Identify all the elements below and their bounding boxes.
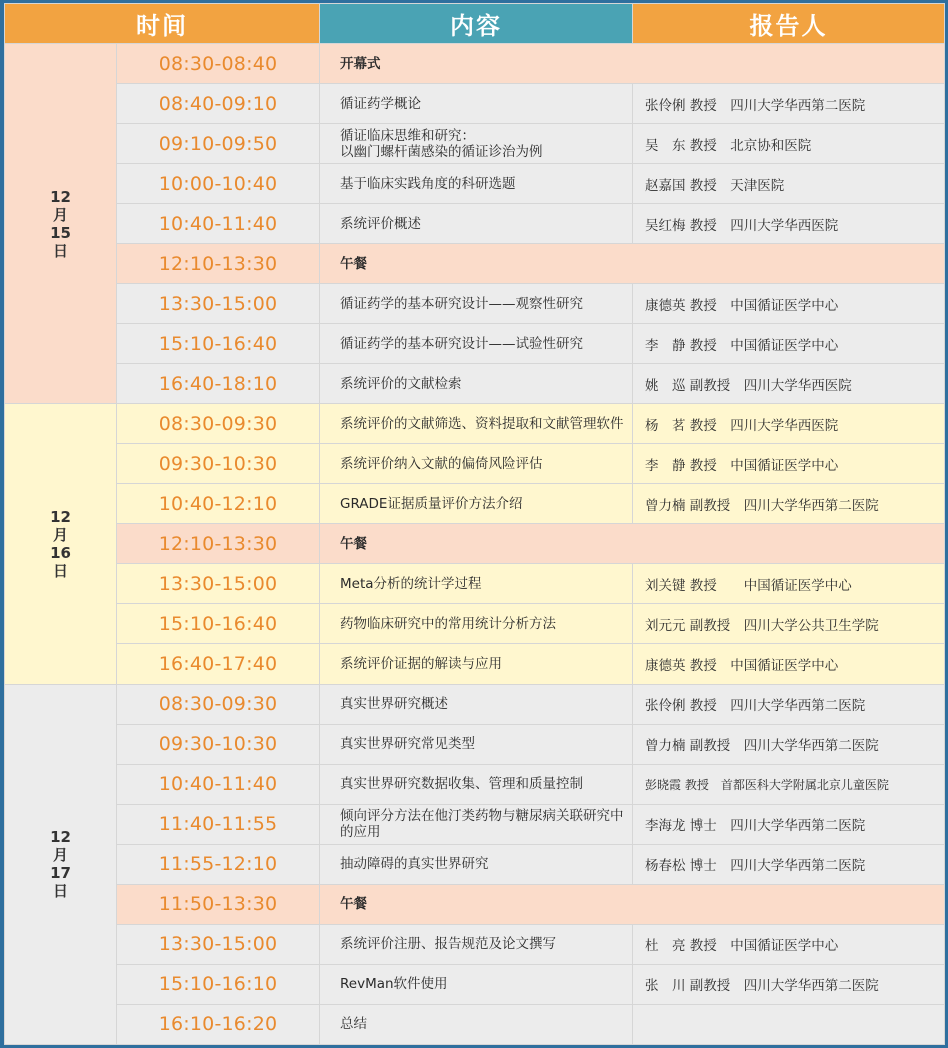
session-topic: 药物临床研究中的常用统计分析方法	[320, 604, 633, 644]
session-time: 16:40-18:10	[117, 364, 320, 404]
session-speaker: 杨 茗 教授 四川大学华西医院	[633, 404, 945, 444]
header-time: 时间	[5, 4, 320, 44]
session-topic: 真实世界研究数据收集、管理和质量控制	[320, 764, 633, 804]
session-speaker: 康德英 教授 中国循证医学中心	[633, 284, 945, 324]
session-time: 13:30-15:00	[117, 924, 320, 964]
session-time: 08:30-08:40	[117, 44, 320, 84]
session-time: 16:40-17:40	[117, 644, 320, 684]
session-speaker: 吴 东 教授 北京协和医院	[633, 124, 945, 164]
session-time: 11:40-11:55	[117, 804, 320, 844]
session-row	[5, 284, 945, 324]
session-row	[5, 924, 945, 964]
session-topic: 循证药学的基本研究设计——观察性研究	[320, 284, 633, 324]
session-speaker: 李海龙 博士 四川大学华西第二医院	[633, 804, 945, 844]
session-topic: Meta分析的统计学过程	[320, 564, 633, 604]
session-topic: 系统评价概述	[320, 204, 633, 244]
session-speaker: 彭晓霞 教授 首都医科大学附属北京儿童医院	[633, 764, 945, 804]
session-time: 09:30-10:30	[117, 444, 320, 484]
session-speaker: 姚 巡 副教授 四川大学华西医院	[633, 364, 945, 404]
session-speaker: 张 川 副教授 四川大学华西第二医院	[633, 964, 945, 1004]
session-speaker: 吴红梅 教授 四川大学华西医院	[633, 204, 945, 244]
session-time: 10:40-12:10	[117, 484, 320, 524]
session-time: 08:40-09:10	[117, 84, 320, 124]
session-speaker: 曾力楠 副教授 四川大学华西第二医院	[633, 724, 945, 764]
session-topic: RevMan软件使用	[320, 964, 633, 1004]
session-speaker: 李 静 教授 中国循证医学中心	[633, 444, 945, 484]
session-topic: 系统评价注册、报告规范及论文撰写	[320, 924, 633, 964]
session-row	[5, 564, 945, 604]
session-row	[5, 324, 945, 364]
session-topic: 系统评价证据的解读与应用	[320, 644, 633, 684]
session-row	[5, 484, 945, 524]
session-row	[5, 404, 945, 444]
session-speaker: 刘元元 副教授 四川大学公共卫生学院	[633, 604, 945, 644]
session-row	[5, 764, 945, 804]
session-topic: 系统评价的文献检索	[320, 364, 633, 404]
session-row	[5, 124, 945, 164]
session-speaker: 李 静 教授 中国循证医学中心	[633, 324, 945, 364]
break-row	[5, 524, 945, 564]
session-time: 12:10-13:30	[117, 524, 320, 564]
session-row	[5, 644, 945, 684]
header-row	[5, 4, 945, 44]
session-row	[5, 804, 945, 844]
session-speaker: 赵嘉国 教授 天津医院	[633, 164, 945, 204]
break-label: 午餐	[320, 524, 945, 564]
session-time: 08:30-09:30	[117, 404, 320, 444]
session-topic: 基于临床实践角度的科研选题	[320, 164, 633, 204]
session-speaker: 张伶俐 教授 四川大学华西第二医院	[633, 84, 945, 124]
session-topic: 循证药学概论	[320, 84, 633, 124]
session-time: 16:10-16:20	[117, 1004, 320, 1044]
session-topic: 真实世界研究常见类型	[320, 724, 633, 764]
schedule-table	[4, 3, 945, 1045]
session-speaker: 曾力楠 副教授 四川大学华西第二医院	[633, 484, 945, 524]
session-speaker: 张伶俐 教授 四川大学华西第二医院	[633, 684, 945, 724]
break-row	[5, 44, 945, 84]
break-label: 午餐	[320, 244, 945, 284]
session-row	[5, 1004, 945, 1044]
session-topic: 循证药学的基本研究设计——试验性研究	[320, 324, 633, 364]
session-speaker: 杨春松 博士 四川大学华西第二医院	[633, 844, 945, 884]
session-time: 13:30-15:00	[117, 564, 320, 604]
session-topic: 抽动障碍的真实世界研究	[320, 844, 633, 884]
session-topic: GRADE证据质量评价方法介绍	[320, 484, 633, 524]
session-time: 11:55-12:10	[117, 844, 320, 884]
session-row	[5, 84, 945, 124]
session-time: 10:00-10:40	[117, 164, 320, 204]
session-topic: 倾向评分方法在他汀类药物与糖尿病关联研究中的应用	[320, 804, 633, 844]
session-topic: 总结	[320, 1004, 633, 1044]
session-time: 12:10-13:30	[117, 244, 320, 284]
session-speaker: 杜 亮 教授 中国循证医学中心	[633, 924, 945, 964]
break-label: 午餐	[320, 884, 945, 924]
session-time: 11:50-13:30	[117, 884, 320, 924]
day-date-cell: 12 月 16 日	[5, 404, 117, 684]
session-speaker: 刘关键 教授 中国循证医学中心	[633, 564, 945, 604]
session-topic: 系统评价的文献筛选、资料提取和文献管理软件	[320, 404, 633, 444]
session-time: 10:40-11:40	[117, 204, 320, 244]
session-row	[5, 964, 945, 1004]
session-time: 15:10-16:40	[117, 604, 320, 644]
header-speaker: 报告人	[633, 4, 945, 44]
session-row	[5, 204, 945, 244]
session-time: 15:10-16:40	[117, 324, 320, 364]
session-row	[5, 844, 945, 884]
session-time: 09:30-10:30	[117, 724, 320, 764]
day-date-cell: 12 月 15 日	[5, 44, 117, 404]
session-row	[5, 164, 945, 204]
session-speaker	[633, 1004, 945, 1044]
header-content: 内容	[320, 4, 633, 44]
session-time: 15:10-16:10	[117, 964, 320, 1004]
session-row	[5, 724, 945, 764]
session-speaker: 康德英 教授 中国循证医学中心	[633, 644, 945, 684]
break-row	[5, 244, 945, 284]
schedule-body	[5, 44, 945, 1045]
session-topic: 循证临床思维和研究： 以幽门螺杆菌感染的循证诊治为例	[320, 124, 633, 164]
session-topic: 真实世界研究概述	[320, 684, 633, 724]
session-row	[5, 684, 945, 724]
session-row	[5, 364, 945, 404]
session-topic: 系统评价纳入文献的偏倚风险评估	[320, 444, 633, 484]
day-date-cell: 12 月 17 日	[5, 684, 117, 1045]
break-label: 开幕式	[320, 44, 945, 84]
session-row	[5, 444, 945, 484]
session-time: 13:30-15:00	[117, 284, 320, 324]
session-row	[5, 604, 945, 644]
session-time: 09:10-09:50	[117, 124, 320, 164]
break-row	[5, 884, 945, 924]
session-time: 08:30-09:30	[117, 684, 320, 724]
session-time: 10:40-11:40	[117, 764, 320, 804]
